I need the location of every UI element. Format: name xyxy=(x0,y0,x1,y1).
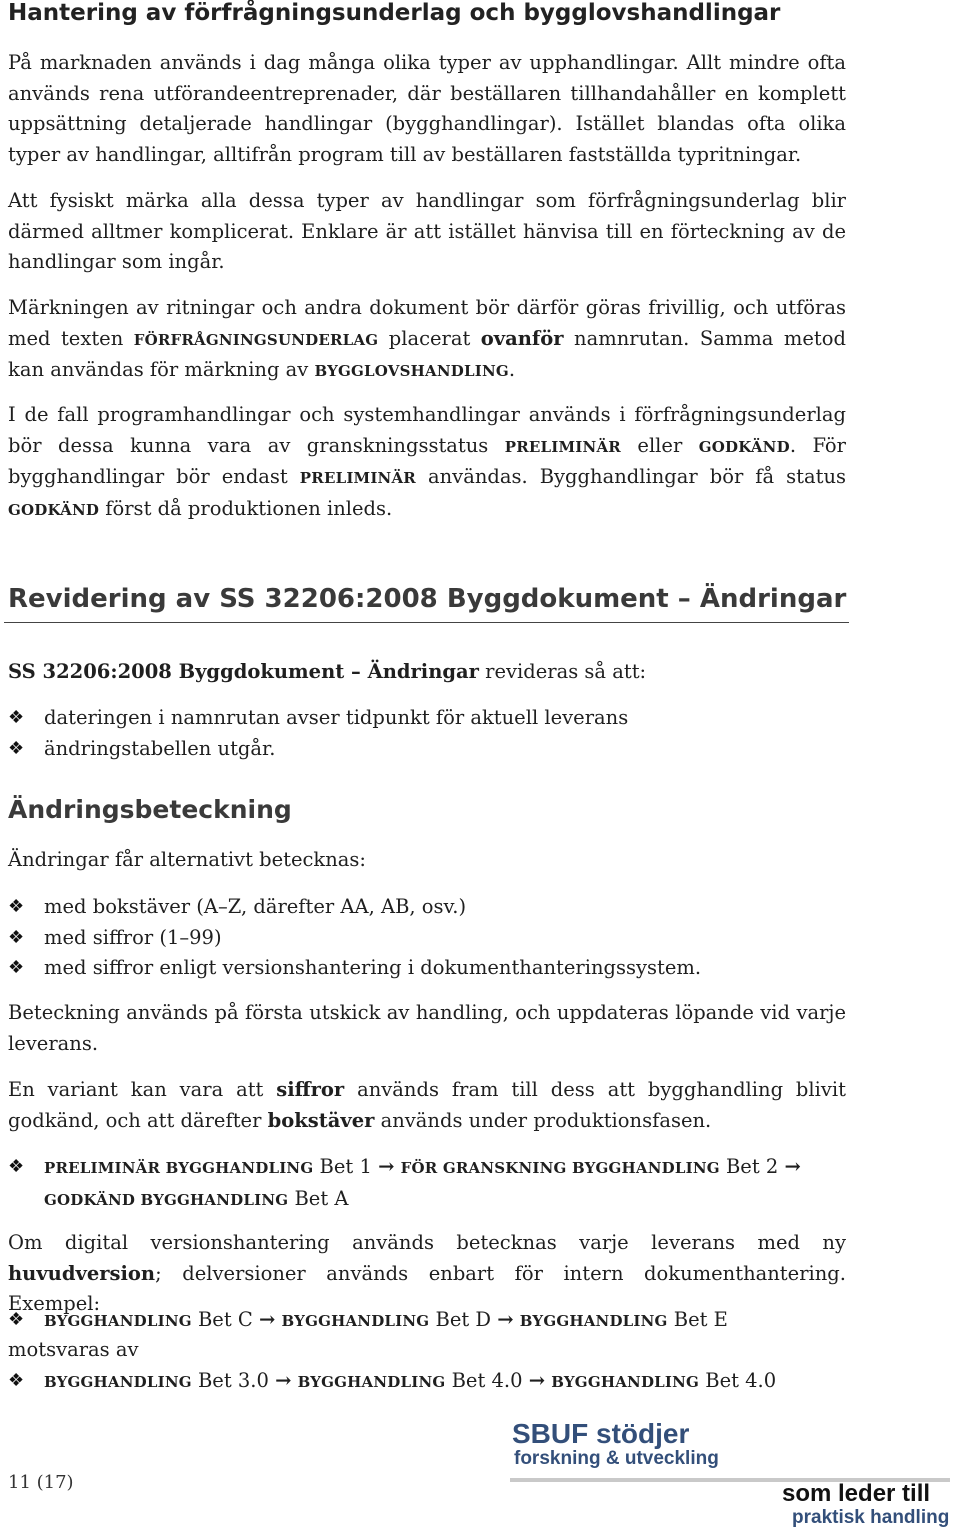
diamond-bullet-icon: ❖ xyxy=(8,1156,25,1177)
list-item-text: med siffror enligt versionshantering i dokumenthanteringssystem. xyxy=(44,956,702,979)
text: En variant kan vara att xyxy=(8,1078,277,1101)
page-number: 11 (17) xyxy=(8,1472,74,1493)
alternatives-list xyxy=(8,892,846,984)
text: Bet 3.0 xyxy=(191,1369,276,1392)
keyword-label: BYGGHANDLING xyxy=(519,1312,668,1330)
list-item xyxy=(8,892,846,923)
list-item-text: ändringstabellen utgår. xyxy=(44,736,276,760)
bold-text: siffror xyxy=(276,1078,345,1101)
right-arrow-icon: → xyxy=(378,1155,395,1178)
text: . xyxy=(508,358,516,381)
list-item xyxy=(8,923,846,954)
bold-text: ovanför xyxy=(480,326,564,350)
keyword-label: PRELIMINÄR xyxy=(504,437,621,456)
logo-line: forskning & utveckling xyxy=(514,1448,719,1469)
diamond-bullet-icon: ❖ xyxy=(8,896,25,917)
paragraph-usage: Beteckning används på första utskick av handling, och uppdateras löpande vid varje leverans. xyxy=(8,1001,846,1055)
keyword-label: PRELIMINÄR xyxy=(299,469,416,487)
keyword-label: BYGGHANDLING xyxy=(44,1312,192,1330)
text: namnrutan. Samma metod kan användas för märkning av xyxy=(8,326,846,381)
text: Bet 4.0 xyxy=(699,1369,777,1392)
sbuf-logo xyxy=(510,1418,955,1533)
example-list-1 xyxy=(8,1152,846,1215)
text: Om digital versionshantering används betecknas varje leverans med ny xyxy=(8,1231,846,1254)
right-arrow-icon: → xyxy=(784,1155,801,1178)
diamond-bullet-icon: ❖ xyxy=(8,1309,25,1330)
paragraph-labelling xyxy=(8,293,846,387)
keyword-label: FÖRFRÅGNINGSUNDERLAG xyxy=(133,330,379,349)
text: Bet A xyxy=(288,1186,349,1210)
right-arrow-icon: → xyxy=(497,1308,514,1331)
bold-text: bokstäver xyxy=(267,1108,375,1132)
logo-line: som leder till xyxy=(782,1480,931,1507)
keyword-label: PRELIMINÄR BYGGHANDLING xyxy=(44,1159,314,1177)
diamond-bullet-icon: ❖ xyxy=(8,707,25,728)
paragraph-motsvaras: motsvaras av xyxy=(8,1338,139,1361)
paragraph-marking: Att fysiskt märka alla dessa typer av handlingar som förfrågningsunderlag blir därmed alltmer komplicerat. Enklare är att istället hänvisa till en förteckning av de handlingar som ingår. xyxy=(8,189,846,273)
paragraph-status xyxy=(8,400,846,525)
keyword-label: BYGGHANDLING xyxy=(297,1373,446,1391)
text: I de fall programhandlingar och systemhandlingar används i förfrågningsunderlag bör dessa kunna vara av granskningsstatus xyxy=(8,403,846,457)
paragraph-variant xyxy=(8,1075,846,1136)
text: Bet 2 xyxy=(719,1155,785,1178)
keyword-label: BYGGLOVSHANDLING xyxy=(314,362,509,380)
text: Bet E xyxy=(667,1308,728,1331)
text: . För bygghandlingar bör endast xyxy=(8,433,846,488)
text: används under produktionsfasen. xyxy=(374,1108,712,1132)
right-arrow-icon: → xyxy=(259,1308,276,1331)
text: eller xyxy=(620,433,699,457)
list-item xyxy=(8,1305,846,1337)
text: Märkningen av ritningar och andra dokument bör därför göras frivillig, och utföras med texten xyxy=(8,296,846,350)
text: Bet 1 xyxy=(313,1155,379,1178)
list-item xyxy=(8,1366,846,1398)
text: användas. Bygghandlingar bör få status xyxy=(415,465,847,488)
revision-list xyxy=(8,703,846,764)
diamond-bullet-icon: ❖ xyxy=(8,926,25,948)
keyword-label: FÖR GRANSKNING BYGGHANDLING xyxy=(400,1159,720,1177)
subsection-heading: Ändringsbeteckning xyxy=(8,795,292,824)
diamond-bullet-icon: ❖ xyxy=(8,957,25,978)
bold-text: huvudversion xyxy=(8,1261,156,1285)
bold-text: SS 32206:2008 Byggdokument – Ändringar xyxy=(8,660,479,683)
example-list-2 xyxy=(8,1305,846,1337)
paragraph-intro: På marknaden används i dag många olika typer av upphandlingar. Allt mindre ofta används rena utförandeentreprenader, där beställaren tillhandahåller en komplett uppsättning detaljerade handlingar (bygghandlingar). Istället blandas ofta olika typer av handlingar, alltifrån program till av beställaren fastställda typritningar. xyxy=(8,51,846,166)
heading-underline xyxy=(4,622,849,623)
section-heading: Revidering av SS 32206:2008 Byggdokument – Ändringar xyxy=(8,584,847,614)
keyword-label: BYGGHANDLING xyxy=(281,1312,430,1330)
paragraph-alternatives: Ändringar får alternativt betecknas: xyxy=(8,848,366,871)
keyword-label: GODKÄND BYGGHANDLING xyxy=(44,1190,289,1209)
list-item-text: med siffror (1–99) xyxy=(44,925,222,949)
right-arrow-icon: → xyxy=(275,1369,292,1392)
text: används fram till dess att bygghandling blivit godkänd, och att därefter xyxy=(8,1078,846,1132)
text: revideras så att: xyxy=(478,660,647,683)
diamond-bullet-icon: ❖ xyxy=(8,1370,25,1391)
list-item xyxy=(8,953,846,984)
section-heading: Hantering av förfrågningsunderlag och bygglovshandlingar xyxy=(8,0,781,26)
paragraph-revision xyxy=(8,657,846,688)
keyword-label: GODKÄND xyxy=(8,500,100,519)
logo-line: SBUF stödjer xyxy=(512,1418,690,1449)
example-list-3 xyxy=(8,1366,846,1398)
text: först då produktionen inleds. xyxy=(99,496,393,520)
list-item xyxy=(8,734,846,765)
text: Bet 4.0 xyxy=(445,1369,529,1392)
keyword-label: BYGGHANDLING xyxy=(44,1373,192,1391)
list-item xyxy=(8,703,846,734)
diamond-bullet-icon: ❖ xyxy=(8,737,25,759)
keyword-label: GODKÄND xyxy=(698,437,790,456)
text: Bet C xyxy=(191,1308,259,1331)
right-arrow-icon: → xyxy=(528,1369,546,1392)
list-item-text: med bokstäver (A–Z, därefter AA, AB, osv.) xyxy=(44,895,467,918)
text: ; delversioner används enbart för intern dokumenthantering. Exempel: xyxy=(8,1261,846,1315)
keyword-label: BYGGHANDLING xyxy=(551,1373,700,1391)
text: Bet D xyxy=(429,1308,498,1331)
list-item xyxy=(8,1152,846,1215)
list-item-text: dateringen i namnrutan avser tidpunkt för aktuell leverans xyxy=(44,706,629,729)
text: placerat xyxy=(378,326,481,350)
logo-line: praktisk handling xyxy=(792,1507,950,1528)
